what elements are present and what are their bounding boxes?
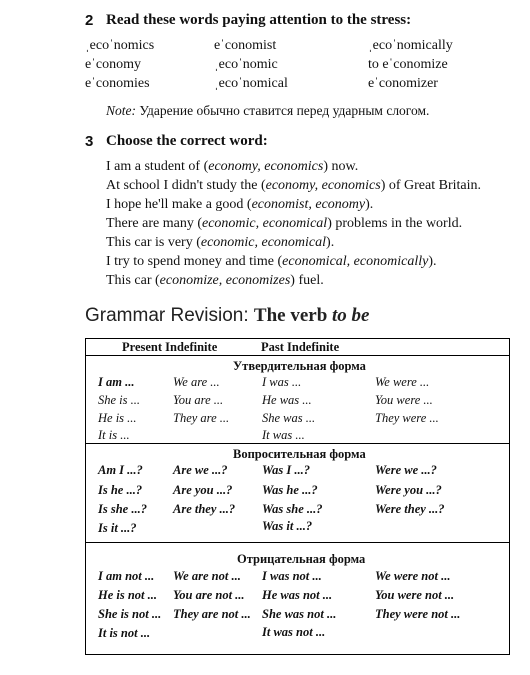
column-header-past: Past Indefinite (261, 340, 340, 354)
word: to eˈconomize (368, 57, 448, 72)
table-cell: It is not ... (98, 626, 151, 640)
table-cell: Was I ...? (262, 463, 311, 477)
section-2-title: Read these words paying attention to the stress: (106, 12, 412, 28)
table-cell: Was it ...? (262, 519, 313, 533)
table-cell: He was ... (262, 393, 312, 407)
table-cell: They are not ... (173, 607, 251, 621)
sentence: I hope he'll make a good (economist, economy). (106, 197, 374, 212)
table-cell: They were ... (375, 411, 439, 425)
sentence: This car is very (economic, economical). (106, 235, 335, 250)
table-cell: Was she ...? (262, 502, 323, 516)
table-cell: She was ... (262, 411, 316, 425)
table-cell: Is she ...? (98, 502, 147, 516)
table-cell: It was not ... (262, 625, 326, 639)
table-cell: You are ... (173, 393, 224, 407)
word: ˌecoˈnomics (85, 38, 155, 53)
table-cell: Is it ...? (98, 521, 137, 535)
table-cell: We are ... (173, 375, 220, 389)
interrogative-form-title: Вопросительная форма (233, 447, 366, 461)
divider (86, 355, 509, 356)
section-3-title: Choose the correct word: (106, 133, 268, 149)
grammar-heading: Grammar Revision: The verb to be (85, 305, 370, 326)
table-cell: We were not ... (375, 569, 451, 583)
divider (86, 443, 509, 444)
table-cell: Were you ...? (375, 483, 442, 497)
table-cell: Was he ...? (262, 483, 318, 497)
note-label: Note: (106, 103, 136, 118)
table-cell: Are they ...? (173, 502, 236, 516)
word: eˈconomies (85, 76, 150, 91)
table-cell: He was not ... (262, 588, 333, 602)
table-cell: You were not ... (375, 588, 455, 602)
table-cell: We are not ... (173, 569, 241, 583)
negative-form-title: Отрицательная форма (237, 552, 366, 566)
word: eˈconomist (214, 38, 277, 53)
stress-note (106, 103, 429, 119)
table-cell: Is he ...? (98, 483, 143, 497)
word: ˌecoˈnomical (214, 76, 288, 91)
table-cell: We were ... (375, 375, 430, 389)
section-2-number: 2 (85, 12, 94, 29)
table-cell: Am I ...? (98, 463, 143, 477)
word: eˈconomy (85, 57, 141, 72)
verb-to-be-table (85, 338, 510, 655)
table-cell: She is ... (98, 393, 141, 407)
table-cell: He is ... (98, 411, 137, 425)
sentence: This car (economize, economizes) fuel. (106, 273, 324, 288)
table-cell: Were they ...? (375, 502, 445, 516)
section-3-number: 3 (85, 133, 94, 150)
sentence: I am a student of (economy, economics) now. (106, 159, 359, 174)
sentence: There are many (economic, economical) problems in the world. (106, 216, 463, 231)
sentence: I try to spend money and time (economical, economically). (106, 254, 437, 269)
table-cell: They are ... (173, 411, 230, 425)
sentence: At school I didn't study the (economy, economics) of Great Britain. (106, 178, 481, 193)
table-cell: It is ... (98, 428, 130, 442)
table-cell: I was ... (262, 375, 302, 389)
table-cell: You were ... (375, 393, 433, 407)
word: ˌecoˈnomic (214, 57, 278, 72)
table-cell: Are you ...? (173, 483, 233, 497)
table-cell: I am ... (98, 375, 135, 389)
word: eˈconomizer (368, 76, 438, 91)
note-text: Ударение обычно ставится перед ударным слогом. (136, 103, 430, 118)
divider (86, 542, 509, 543)
table-cell: You are not ... (173, 588, 245, 602)
table-cell: She was not ... (262, 607, 337, 621)
word: ˌecoˈnomically (368, 38, 453, 53)
table-cell: He is not ... (98, 588, 158, 602)
table-cell: She is not ... (98, 607, 162, 621)
table-cell: I am not ... (98, 569, 155, 583)
table-cell: I was not ... (262, 569, 322, 583)
table-cell: They were not ... (375, 607, 461, 621)
table-cell: Are we ...? (173, 463, 228, 477)
column-header-present: Present Indefinite (122, 340, 218, 354)
affirmative-form-title: Утвердительная форма (233, 359, 366, 373)
table-cell: Were we ...? (375, 463, 437, 477)
table-cell: It was ... (262, 428, 305, 442)
